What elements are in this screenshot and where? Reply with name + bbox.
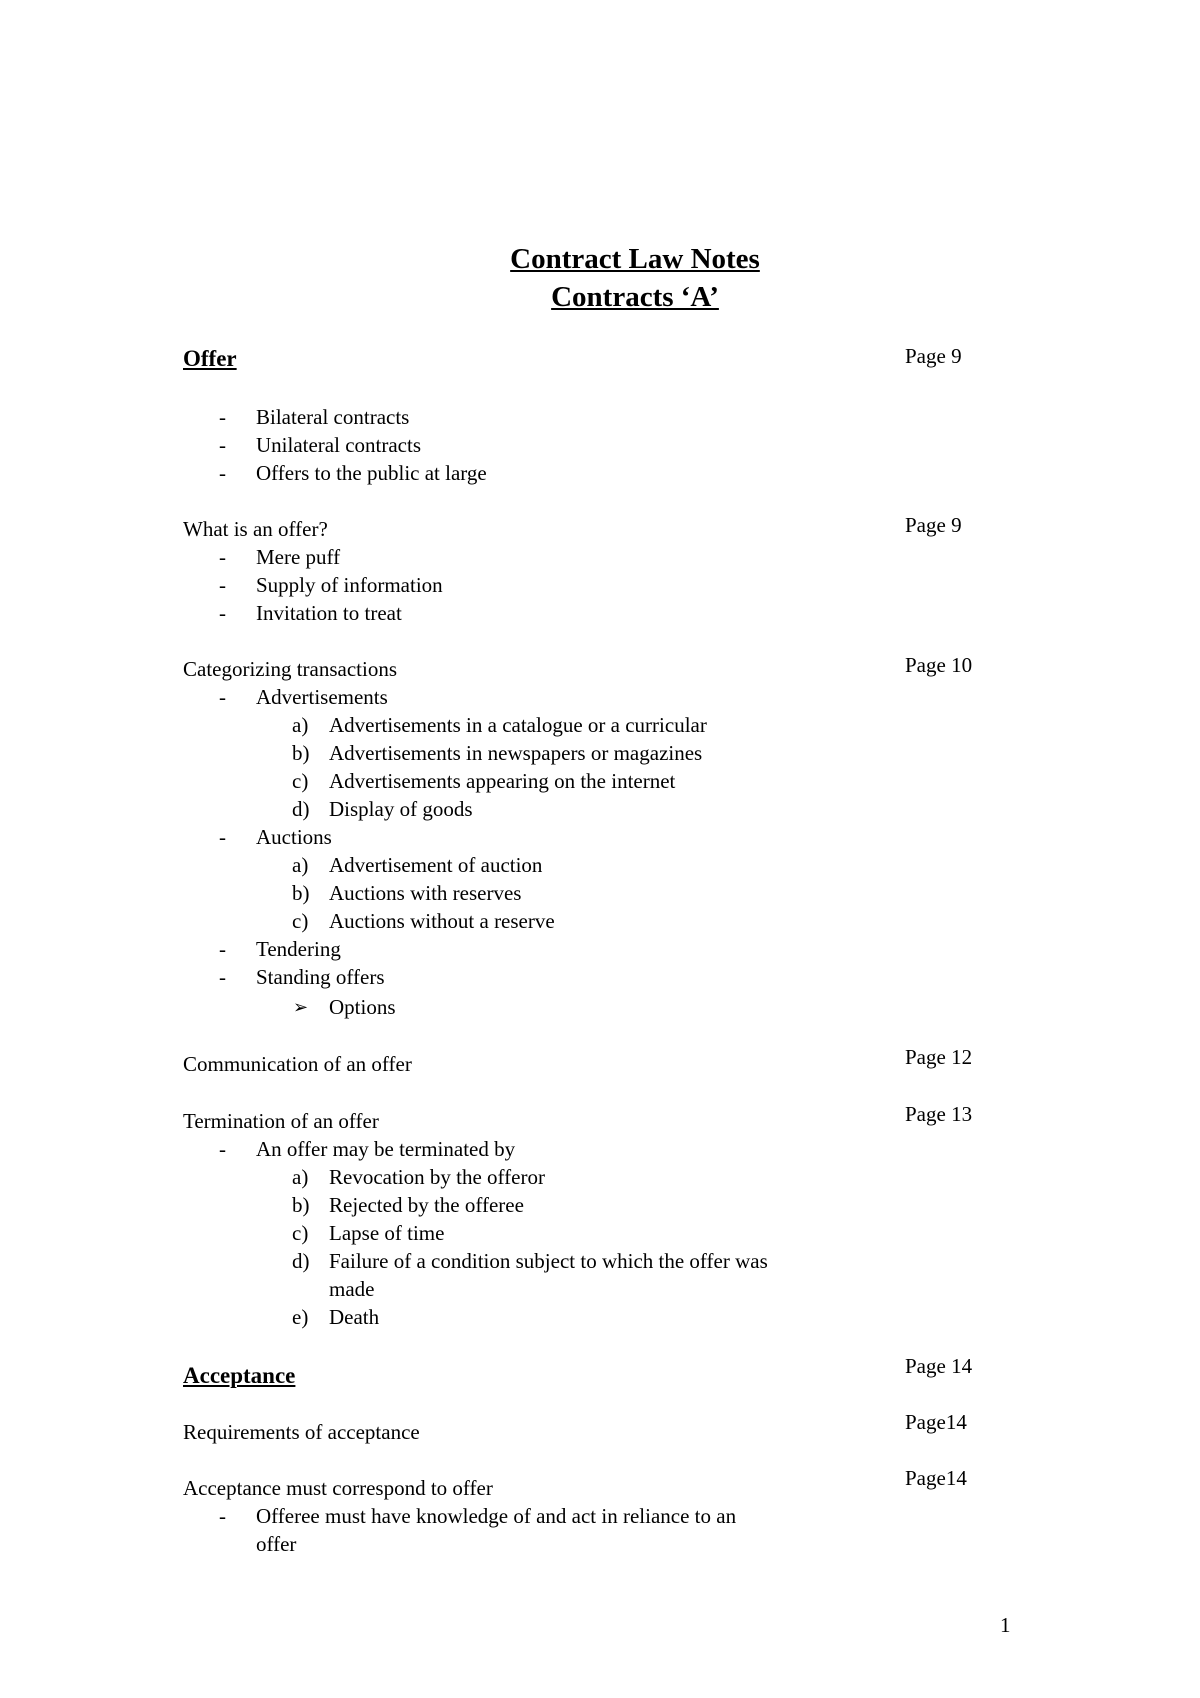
section-page-ref: Page 10 (905, 653, 973, 677)
section-page-ref: Page 9 (905, 513, 962, 537)
list-item: Mere puff (256, 545, 341, 569)
list-item: Supply of information (256, 573, 443, 597)
list-marker: a) (292, 1165, 309, 1189)
list-marker: b) (292, 741, 310, 765)
document-title: Contract Law Notes (510, 243, 760, 275)
sub-list-item: Auctions without a reserve (329, 909, 555, 933)
list-marker: d) (292, 797, 310, 821)
section-page-ref: Page 13 (905, 1102, 973, 1126)
offer-page-ref: Page 9 (905, 344, 962, 368)
section-heading: Categorizing transactions (183, 657, 398, 681)
list-dash: - (219, 573, 226, 597)
acceptance-heading: Acceptance (183, 1363, 296, 1388)
list-dash: - (219, 1137, 226, 1161)
list-marker: b) (292, 1193, 310, 1217)
list-dash: - (219, 825, 226, 849)
list-item: Tendering (256, 937, 341, 961)
section-page-ref: Page14 (905, 1466, 967, 1490)
list-marker: c) (292, 769, 309, 793)
sub-list-item: Revocation by the offeror (329, 1165, 545, 1189)
section-heading: Communication of an offer (183, 1052, 412, 1076)
sub-list-item-continuation: made (329, 1277, 375, 1301)
arrow-bullet-icon: ➢ (293, 997, 309, 1017)
list-item: Offeree must have knowledge of and act in reliance to an (256, 1504, 737, 1528)
sub-list-item: Death (329, 1305, 380, 1329)
sub-list-item: Rejected by the offeree (329, 1193, 524, 1217)
list-item: Unilateral contracts (256, 433, 422, 457)
section-page-ref: Page14 (905, 1410, 967, 1434)
section-heading: Termination of an offer (183, 1109, 379, 1133)
sub-list-item: Advertisement of auction (329, 853, 543, 877)
section-page-ref: Page 12 (905, 1045, 973, 1069)
sub-list-item: Lapse of time (329, 1221, 445, 1245)
list-dash: - (219, 685, 226, 709)
list-item: Standing offers (256, 965, 385, 989)
list-marker: c) (292, 1221, 309, 1245)
list-item: Offers to the public at large (256, 461, 487, 485)
list-dash: - (219, 433, 226, 457)
list-marker: e) (292, 1305, 309, 1329)
sub-list-item: Advertisements in newspapers or magazines (329, 741, 703, 765)
list-dash: - (219, 405, 226, 429)
list-dash: - (219, 545, 226, 569)
sub-list-item: Auctions with reserves (329, 881, 522, 905)
list-dash: - (219, 937, 226, 961)
offer-heading: Offer (183, 346, 237, 371)
section-heading: Acceptance must correspond to offer (183, 1476, 493, 1500)
sub-list-item: Advertisements appearing on the internet (329, 769, 676, 793)
sub-list-item: Display of goods (329, 797, 473, 821)
section-heading: Requirements of acceptance (183, 1420, 420, 1444)
page-number: 1 (1000, 1613, 1011, 1637)
list-item: Bilateral contracts (256, 405, 410, 429)
list-marker: c) (292, 909, 309, 933)
list-dash: - (219, 965, 226, 989)
list-marker: d) (292, 1249, 310, 1273)
list-marker: b) (292, 881, 310, 905)
list-dash: - (219, 601, 226, 625)
list-item: Advertisements (256, 685, 388, 709)
list-item: An offer may be terminated by (256, 1137, 516, 1161)
list-dash: - (219, 461, 226, 485)
list-marker: a) (292, 853, 309, 877)
sub-list-item: Failure of a condition subject to which the offer was (329, 1249, 768, 1273)
section-heading: What is an offer? (183, 517, 328, 541)
document-subtitle: Contracts ‘A’ (551, 281, 719, 313)
sub-list-item: Advertisements in a catalogue or a curricular (329, 713, 707, 737)
acceptance-page-ref: Page 14 (905, 1354, 973, 1378)
sub-list-item: Options (329, 995, 396, 1019)
list-marker: a) (292, 713, 309, 737)
list-item: Auctions (256, 825, 332, 849)
list-item: Invitation to treat (256, 601, 402, 625)
list-dash: - (219, 1504, 226, 1528)
list-item-continuation: offer (256, 1532, 297, 1556)
